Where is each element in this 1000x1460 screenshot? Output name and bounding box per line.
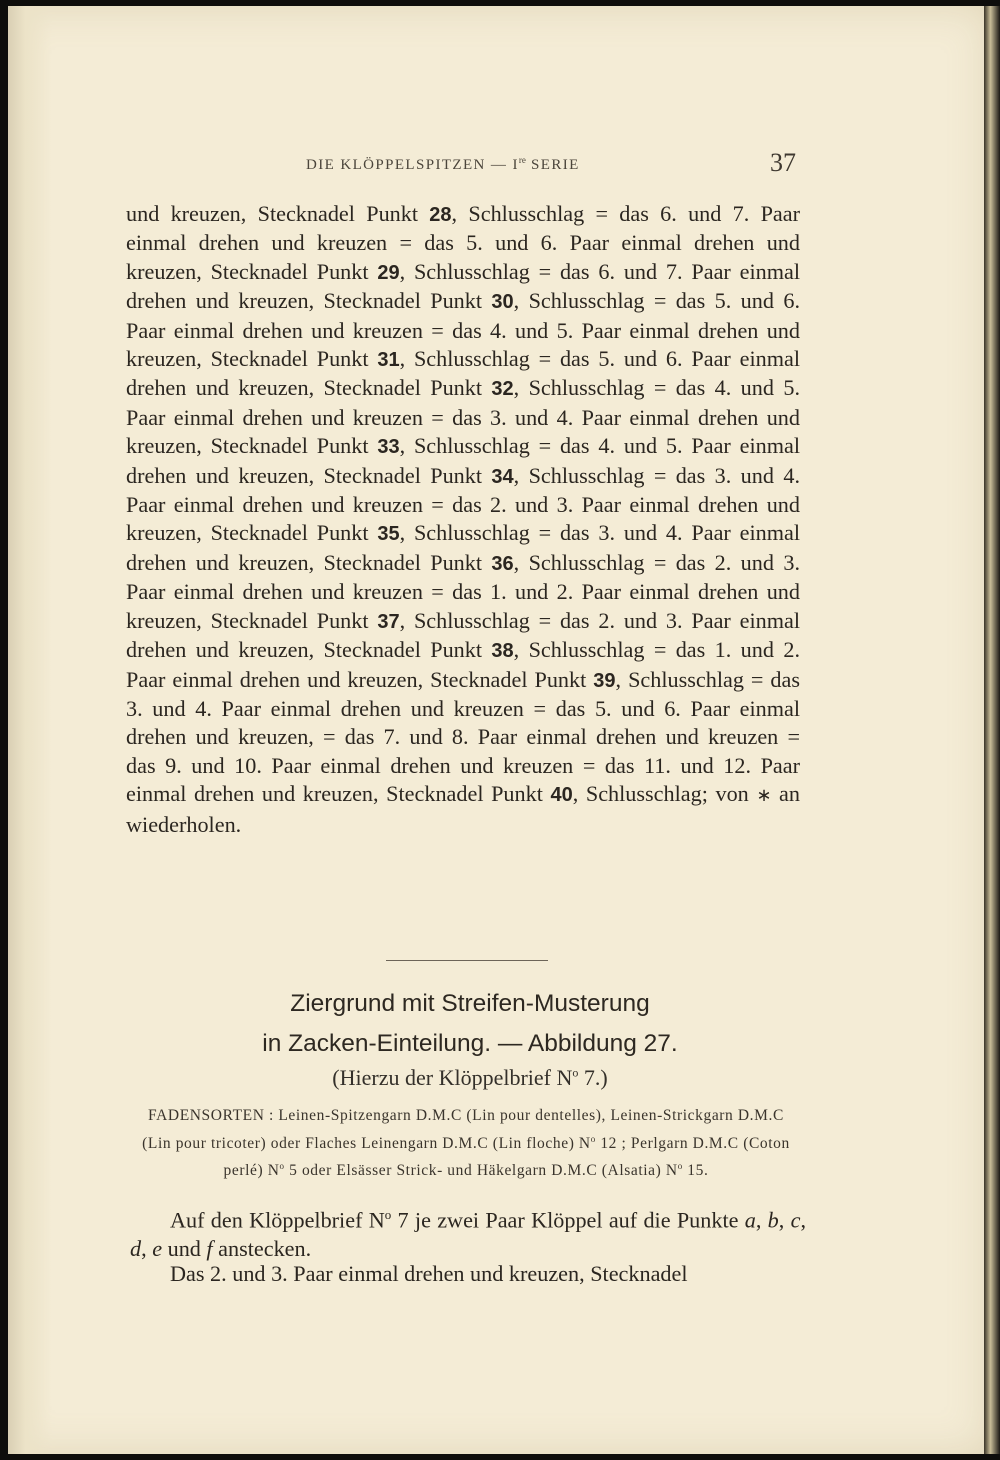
punkt-number: 34: [491, 465, 514, 488]
punkt-number: 37: [377, 610, 400, 633]
punkt-number: 28: [429, 204, 452, 226]
punkt-number: 29: [377, 261, 400, 284]
instruction-paragraph: Auf den Klöppelbrief $N^o$ 7 je zwei Paar Klöppel auf die Punkte a, b, c, d, e und f anstecken.: [130, 1207, 806, 1262]
punkt-number: 33: [377, 436, 400, 459]
instruction-paragraph: Das 2. und 3. Paar einmal drehen und kreuzen, Stecknadel: [170, 1261, 688, 1286]
asterisk-icon: ∗: [756, 785, 772, 807]
punkt-number: 39: [593, 669, 616, 692]
punkt-number: 35: [377, 523, 400, 546]
thread-materials: FADENSORTEN : Leinen-Spitzengarn D.M.C (Lin pour dentelles), Leinen-Strickgarn D.M.C (Lin pour tricoter) oder Flaches Leinengarn D.M.C (Lin floche) $N^o$ 12 ; Perlgarn D.M.C (Coton perlé) $N^o$ 5 oder Elsässer Strick- und Häkelgarn D.M.C (Alsatia) $N^o$ 15.: [142, 1107, 790, 1180]
punkt-number: 31: [377, 349, 400, 372]
section-divider: [386, 960, 548, 961]
body-paragraph: und kreuzen, Stecknadel Punkt 28, Schlusschlag = das 6. und 7. Paar einmal drehen und kreuzen = das 5. und 6. Paar einmal drehen und kreuzen, Stecknadel Punkt 29, Schlusschlag = das 6. und 7. Paar einmal drehen und kreuzen, Stecknadel Punkt 30, Schlusschlag = das 5. und 6. Paar einmal drehen und kreuzen = das 4. und 5. Paar einmal drehen und kreuzen, Stecknadel Punkt 31, Schlusschlag = das 5. und 6. Paar einmal drehen und kreuzen, Stecknadel Punkt 32, Schlusschlag = das 4. und 5. Paar einmal drehen und kreuzen = das 3. und 4. Paar einmal drehen und kreuzen, Stecknadel Punkt 33, Schlusschlag = das 4. und 5. Paar einmal drehen und kreuzen, Stecknadel Punkt 34, Schlusschlag = das 3. und 4. Paar einmal drehen und kreuzen = das 2. und 3. Paar einmal drehen und kreuzen, Stecknadel Punkt 35, Schlusschlag = das 3. und 4. Paar einmal drehen und kreuzen, Stecknadel Punkt 36, Schlusschlag = das 2. und 3. Paar einmal drehen und kreuzen = das 1. und 2. Paar einmal drehen und kreuzen, Stecknadel Punkt 37, Schlusschlag = das 2. und 3. Paar einmal drehen und kreuzen, Stecknadel Punkt 38, Schlusschlag = das 1. und 2. Paar einmal drehen und kreuzen, Stecknadel Punkt 39, Schlusschlag = das 3. und 4. Paar einmal drehen und kreuzen = das 5. und 6. Paar einmal drehen und kreuzen, = das 7. und 8. Paar einmal drehen und kreuzen = das 9. und 10. Paar einmal drehen und kreuzen = das 11. und 12. Paar einmal drehen und kreuzen, Stecknadel Punkt 40, Schlusschlag; von ∗ an wiederholen.: [126, 201, 800, 837]
punkt-number: 38: [491, 640, 514, 663]
subheading: (Hierzu der Klöppelbrief $N^o$ 7.): [332, 1065, 608, 1090]
punkt-number: 32: [491, 378, 514, 401]
heading-line-1: Ziergrund mit Streifen-Musterung: [290, 990, 650, 1017]
punkt-number: 40: [550, 784, 573, 807]
page-number: 37: [770, 148, 796, 177]
punkt-number: 36: [491, 552, 514, 575]
running-head: DIE KLÖPPELSPITZEN — Ire SERIE: [306, 155, 580, 173]
section-heading: [150, 984, 790, 1064]
punkt-number: 30: [491, 291, 514, 314]
page-right-edge: [984, 6, 1000, 1454]
page-gutter: [8, 6, 52, 1454]
heading-line-2: in Zacken-Einteilung. — Abbildung 27.: [262, 1030, 678, 1057]
